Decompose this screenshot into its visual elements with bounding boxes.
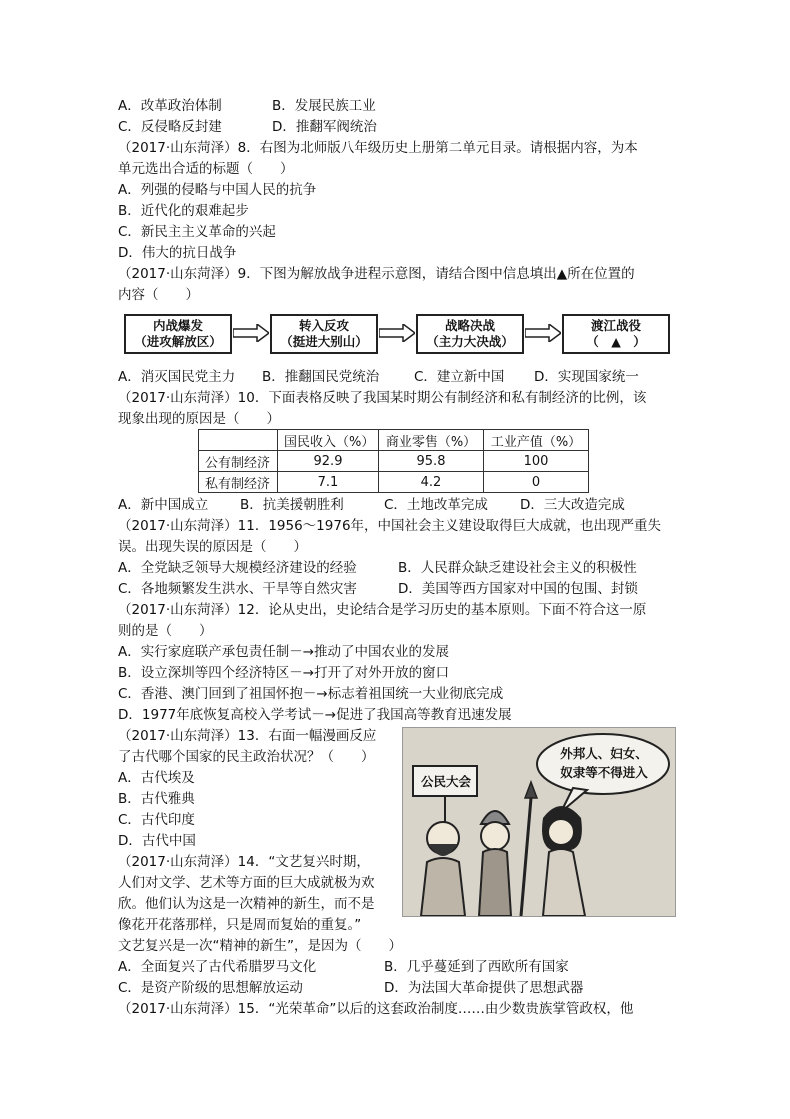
q10-option-c: C．土地改革完成 [384, 497, 488, 513]
q7-option-d: D．推翻军阀统治 [272, 119, 377, 135]
q13-option-d: D．古代中国 [118, 833, 196, 849]
table-cell: 7.1 [278, 472, 379, 493]
q13-option-c: C．古代印度 [118, 812, 195, 828]
q10-stem-line1: （2017·山东菏泽）10．下面表格反映了我国某时期公有制经济和私有制经济的比例，该 [118, 390, 647, 406]
q11-stem-line2: 误。出现失误的原因是（ ） [118, 539, 307, 555]
q10-stem-line2: 现象出现的原因是（ ） [118, 411, 280, 427]
q13-stem-line1: （2017·山东菏泽）13．右面一幅漫画反应 [118, 728, 377, 744]
flow-box-4-title: 渡江战役 [590, 318, 641, 333]
flow-box-3-sub: （主力大决战） [426, 334, 514, 349]
q11-option-c: C．各地频繁发生洪水、干旱等自然灾害 [118, 581, 357, 597]
flow-arrow-icon [233, 324, 269, 342]
q11-option-b: B．人民群众缺乏建设社会主义的积极性 [398, 560, 637, 576]
q13-stem-line2: 了古代哪个国家的民主政治状况？（ ） [118, 749, 375, 765]
economy-table [198, 429, 589, 493]
table-row [199, 451, 589, 472]
q13-option-a: A．古代埃及 [118, 770, 195, 786]
flow-box-2-sub: （挺进大别山） [280, 334, 368, 349]
q14-option-c: C．是资产阶级的思想解放运动 [118, 980, 303, 996]
flow-box-2-title: 转入反攻 [298, 318, 349, 333]
table-header-cell [199, 430, 278, 451]
q14-option-a: A．全面复兴了古代希腊罗马文化 [118, 959, 317, 975]
q12-stem-line2: 则的是（ ） [118, 623, 213, 639]
table-header-cell: 商业零售（%） [379, 430, 484, 451]
q11-stem-line1: （2017·山东菏泽）11．1956～1976年，中国社会主义建设取得巨大成就，也出现严重失 [118, 518, 662, 534]
q7-option-b: B．发展民族工业 [272, 98, 376, 114]
q7-option-a: A．改革政治体制 [118, 98, 222, 114]
flow-box-3 [416, 314, 524, 354]
q8-option-b: B．近代化的艰难起步 [118, 203, 249, 219]
q8-option-a: A．列强的侵略与中国人民的抗争 [118, 182, 317, 198]
cartoon-bubble-text [541, 744, 667, 782]
flow-box-2 [270, 314, 378, 354]
flow-box-1-sub: （进攻解放区） [134, 334, 222, 349]
q10-option-d: D．三大改造完成 [520, 497, 625, 513]
q14-stem-line4: 像花开花落那样，只是周而复始的重复。” [118, 917, 362, 933]
table-cell: 100 [484, 451, 589, 472]
q11-option-a: A．全党缺乏领导大规模经济建设的经验 [118, 560, 357, 576]
q13-option-b: B．古代雅典 [118, 791, 195, 807]
q14-stem-line1: （2017·山东菏泽）14．“文艺复兴时期， [118, 854, 370, 870]
flow-box-1 [124, 314, 232, 354]
q9-stem-line2: 内容（ ） [118, 287, 199, 303]
q9-option-a: A．消灭国民党主力 [118, 369, 236, 385]
table-header-cell: 工业产值（%） [484, 430, 589, 451]
q11-option-d: D．美国等西方国家对中国的包围、封锁 [398, 581, 638, 597]
q14-stem-line5: 文艺复兴是一次“精神的新生”，是因为（ ） [118, 938, 402, 954]
q14-option-b: B．几乎蔓延到了西欧所有国家 [384, 959, 569, 975]
q9-stem-line1: （2017·山东菏泽）9．下图为解放战争进程示意图，请结合图中信息填出▲所在位置的 [118, 266, 635, 282]
table-cell: 私有制经济 [199, 472, 278, 493]
q10-option-b: B．抗美援朝胜利 [240, 497, 344, 513]
q14-option-d: D．为法国大革命提供了思想武器 [384, 980, 584, 996]
q8-stem-line2: 单元选出合适的标题（ ） [118, 161, 294, 177]
q12-option-d: D．1977年底恢复高校入学考试－→促进了我国高等教育迅速发展 [118, 707, 512, 723]
table-cell: 0 [484, 472, 589, 493]
q15-stem-line1: （2017·山东菏泽）15．“光荣革命”以后的这套政治制度……由少数贵族掌管政权，他 [118, 1001, 634, 1017]
flow-box-3-title: 战略决战 [444, 318, 495, 333]
q9-option-c: C．建立新中国 [414, 369, 505, 385]
q12-option-a: A．实行家庭联产承包责任制－→推动了中国农业的发展 [118, 644, 450, 660]
table-cell: 公有制经济 [199, 451, 278, 472]
flow-box-4 [562, 314, 670, 354]
q14-stem-line3: 欣。他们认为这是一次精神的新生，而不是 [118, 896, 375, 912]
q12-option-b: B．设立深圳等四个经济特区－→打开了对外开放的窗口 [118, 665, 450, 681]
table-cell: 95.8 [379, 451, 484, 472]
cartoon-sign-text: 公民大会 [420, 774, 471, 789]
flow-box-1-title: 内战爆发 [152, 318, 203, 333]
cartoon-bubble-line2: 奴隶等不得进入 [560, 765, 648, 780]
athens-democracy-cartoon [402, 727, 676, 917]
table-header-row [199, 430, 589, 451]
flow-arrow-icon [379, 324, 415, 342]
q9-option-b: B．推翻国民党统治 [262, 369, 380, 385]
table-cell: 4.2 [379, 472, 484, 493]
q8-stem-line1: （2017·山东菏泽）8．右图为北师版八年级历史上册第二单元目录。请根据内容，为本 [118, 140, 638, 156]
table-header-cell: 国民收入（%） [278, 430, 379, 451]
q8-option-d: D．伟大的抗日战争 [118, 245, 237, 261]
q9-option-d: D．实现国家统一 [534, 369, 639, 385]
q10-option-a: A．新中国成立 [118, 497, 209, 513]
q12-option-c: C．香港、澳门回到了祖国怀抱－→标志着祖国统一大业彻底完成 [118, 686, 504, 702]
q12-stem-line1: （2017·山东菏泽）12．论从史出，史论结合是学习历史的基本原则。下面不符合这一原 [118, 602, 647, 618]
q7-option-c: C．反侵略反封建 [118, 119, 222, 135]
table-row [199, 472, 589, 493]
q14-stem-line2: 人们对文学、艺术等方面的巨大成就极为欢 [118, 875, 375, 891]
flow-arrow-icon [525, 324, 561, 342]
table-cell: 92.9 [278, 451, 379, 472]
cartoon-bubble-line1: 外邦人、妇女、 [560, 746, 648, 761]
q8-option-c: C．新民主主义革命的兴起 [118, 224, 276, 240]
flow-box-4-sub: （ ▲ ） [586, 334, 646, 349]
